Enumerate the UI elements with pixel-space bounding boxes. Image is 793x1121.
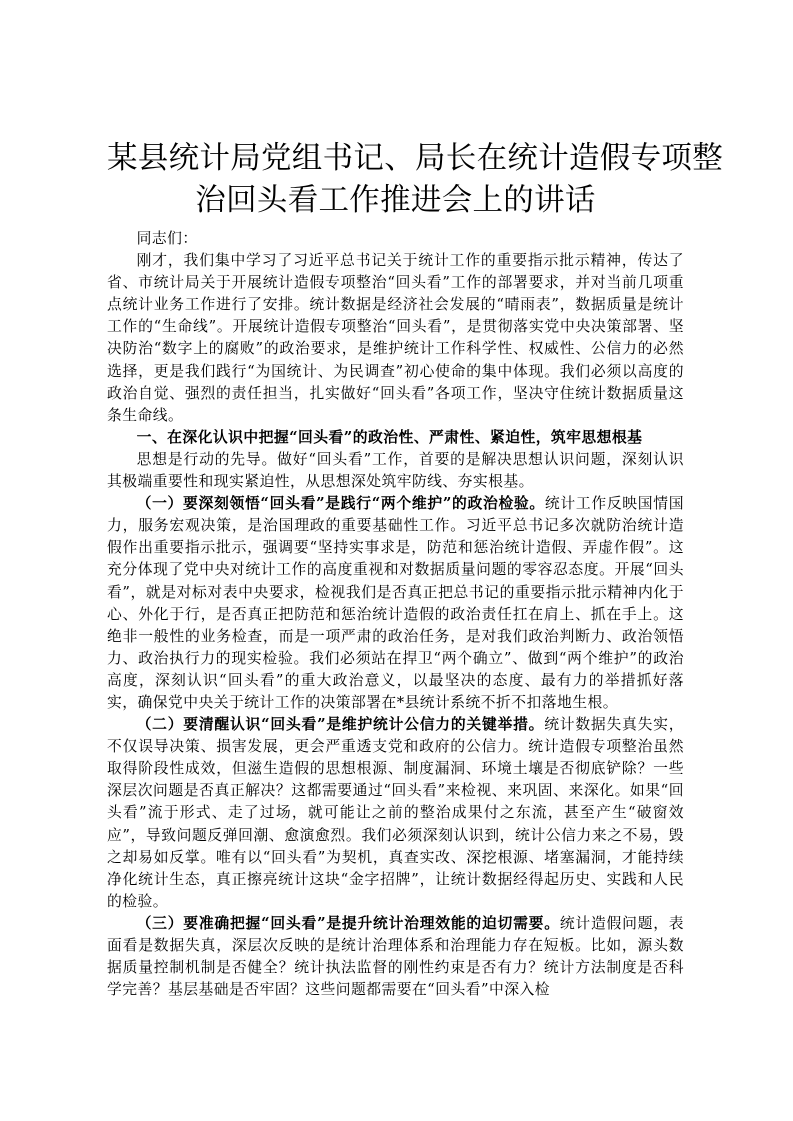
salutation: 同志们： xyxy=(136,230,198,247)
subsection-3-text: 统计造假问题，表面看是数据失真，深层次反映的是统计治理体系和治理能力存在短板。比如，源头数据质量控制机制是否健全？统计执法监督的刚性约束是否有力？统计方法制度是否科学完善？基层基础是否牢固？这些问题都需要在“回头看”中深入检 xyxy=(107,914,685,999)
document-title xyxy=(107,138,723,222)
document-body xyxy=(107,228,684,1001)
section-1-paragraph: 思想是行动的先导。做好“回头看”工作，首要的是解决思想认识问题，深刻认识其极端重要性和现实紧迫性，从思想深处筑牢防线、夯实根基。 xyxy=(107,450,684,491)
subsection-3-lead: （三）要准确把握“回头看”是提升统计治理效能的迫切需要。 xyxy=(136,914,560,932)
section-heading-1: 一、在深化认识中把握“回头看”的政治性、严肃性、紧迫性，筑牢思想根基 xyxy=(136,428,643,446)
subsection-2-paragraph xyxy=(107,714,684,913)
title-line-1: 某县统计局党组书记、局长在统计造假专项整 xyxy=(107,141,723,176)
subsection-2-text: 统计数据失真失实，不仅误导决策、损害发展，更会严重透支党和政府的公信力。统计造假专项整治虽然取得阶段性成效，但滋生造假的思想根源、制度漏洞、环境土壤是否彻底铲除？一些深层次问题是否真正解决？这都需要通过“回头看”来检视、来巩固、来深化。如果“回头看”流于形式、走了过场，就可能让之前的整治成果付之东流，甚至产生“破窗效应”，导致问题反弹回潮、愈演愈烈。我们必须深刻认识到，统计公信力来之不易，毁之却易如反掌。唯有以“回头看”为契机，真查实改、深挖根源、堵塞漏洞，才能持续净化统计生态，真正擦亮统计这块“金字招牌”，让统计数据经得起历史、实践和人民的检验。 xyxy=(107,716,684,910)
subsection-1-lead: （一）要深刻领悟“回头看”是践行“两个维护”的政治检验。 xyxy=(136,495,545,513)
subsection-2-lead: （二）要清醒认识“回头看”是维护统计公信力的关键举措。 xyxy=(136,716,545,734)
subsection-1-paragraph xyxy=(107,493,684,714)
document-page xyxy=(107,138,723,1001)
subsection-1-text: 统计工作反映国情国力，服务宏观决策，是治国理政的重要基础性工作。习近平总书记多次就防治统计造假作出重要指示批示，强调要“坚持实事求是，防范和惩治统计造假、弄虚作假”。这充分体现了党中央对统计工作的高度重视和对数据质量问题的零容忍态度。开展“回头看”，就是对标对表中央要求，检视我们是否真正把总书记的重要指示批示精神内化于心、外化于行，是否真正把防范和惩治统计造假的政治责任扛在肩上、抓在手上。这绝非一般性的业务检查，而是一项严肃的政治任务，是对我们政治判断力、政治领悟力、政治执行力的现实检验。我们必须站在捍卫“两个确立”、做到“两个维护”的政治高度，深刻认识“回头看”的重大政治意义，以最坚决的态度、最有力的举措抓好落实，确保党中央关于统计工作的决策部署在*县统计系统不折不扣落地生根。 xyxy=(107,495,684,711)
title-line-2: 治回头看工作推进会上的讲话 xyxy=(195,183,596,218)
intro-paragraph: 刚才，我们集中学习了习近平总书记关于统计工作的重要指示批示精神，传达了省、市统计局关于开展统计造假专项整治“回头看”工作的部署要求，并对当前几项重点统计业务工作进行了安排。统计数据是经济社会发展的“晴雨表”，数据质量是统计工作的“生命线”。开展统计造假专项整治“回头看”，是贯彻落实党中央决策部署、坚决防治“数字上的腐败”的政治要求，是维护统计工作科学性、权威性、公信力的必然选择，更是我们践行“为国统计、为民调查”初心使命的集中体现。我们必须以高度的政治自觉、强烈的责任担当，扎实做好“回头看”各项工作，坚决守住统计数据质量这条生命线。 xyxy=(107,252,684,424)
subsection-3-paragraph xyxy=(107,913,684,1001)
